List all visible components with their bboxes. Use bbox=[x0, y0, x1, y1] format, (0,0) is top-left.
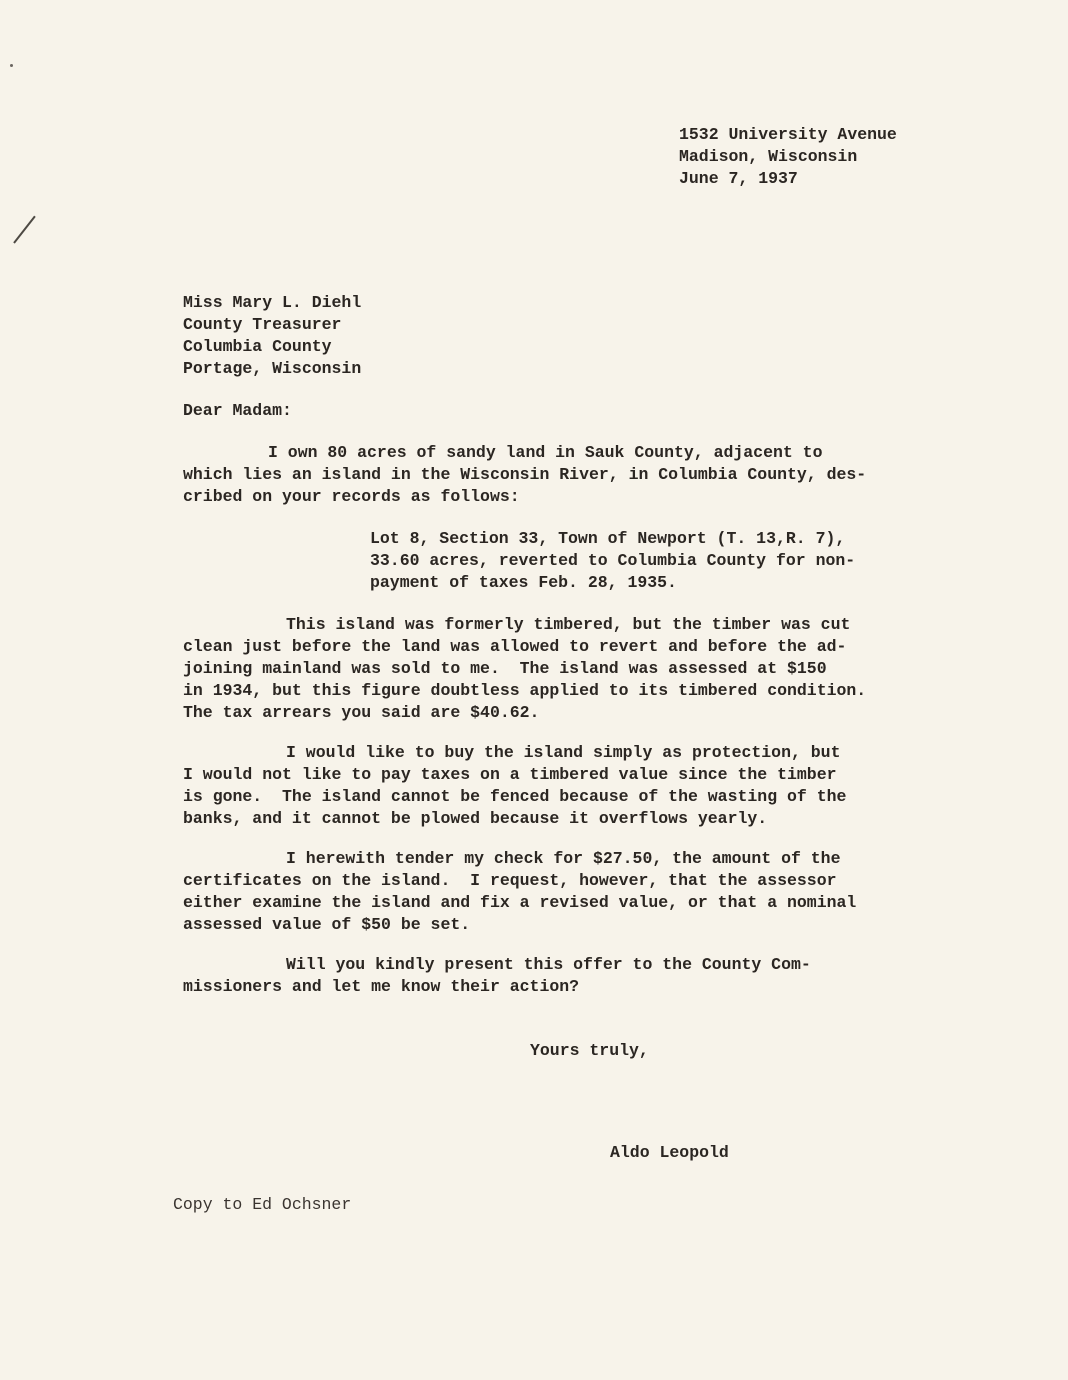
recipient-name: Miss Mary L. Diehl bbox=[183, 293, 362, 312]
body-line: banks, and it cannot be plowed because it overflows yearly. bbox=[183, 809, 768, 828]
body-line: I would not like to pay taxes on a timbered value since the timber bbox=[183, 765, 837, 784]
margin-dot-mark bbox=[10, 64, 13, 67]
body-line: cribed on your records as follows: bbox=[183, 487, 520, 506]
closing: Yours truly, bbox=[530, 1041, 649, 1060]
carbon-copy-note: Copy to Ed Ochsner bbox=[173, 1195, 352, 1214]
return-street: 1532 University Avenue bbox=[679, 125, 897, 144]
recipient-title: County Treasurer bbox=[183, 315, 342, 334]
body-line: I would like to buy the island simply as protection, but bbox=[286, 743, 841, 762]
body-line: either examine the island and fix a revised value, or that a nominal bbox=[183, 893, 857, 912]
legal-line: Lot 8, Section 33, Town of Newport (T. 13,R. 7), bbox=[370, 529, 846, 548]
signature-name: Aldo Leopold bbox=[610, 1143, 729, 1162]
recipient-city: Portage, Wisconsin bbox=[183, 359, 362, 378]
salutation: Dear Madam: bbox=[183, 401, 292, 420]
legal-line: 33.60 acres, reverted to Columbia County for non- bbox=[370, 551, 856, 570]
legal-line: payment of taxes Feb. 28, 1935. bbox=[370, 573, 677, 592]
body-line: I own 80 acres of sandy land in Sauk County, adjacent to bbox=[268, 443, 823, 462]
body-line: I herewith tender my check for $27.50, the amount of the bbox=[286, 849, 841, 868]
body-line: assessed value of $50 be set. bbox=[183, 915, 471, 934]
body-line: is gone. The island cannot be fenced because of the wasting of the bbox=[183, 787, 847, 806]
body-line: The tax arrears you said are $40.62. bbox=[183, 703, 540, 722]
return-city: Madison, Wisconsin bbox=[679, 147, 858, 166]
body-line: Will you kindly present this offer to the County Com- bbox=[286, 955, 811, 974]
body-line: missioners and let me know their action? bbox=[183, 977, 580, 996]
body-line: clean just before the land was allowed to revert and before the ad- bbox=[183, 637, 847, 656]
body-line: in 1934, but this figure doubtless applied to its timbered condition. bbox=[183, 681, 867, 700]
margin-slash-mark bbox=[13, 216, 36, 244]
body-line: joining mainland was sold to me. The island was assessed at $150 bbox=[183, 659, 827, 678]
body-line: This island was formerly timbered, but the timber was cut bbox=[286, 615, 851, 634]
recipient-county: Columbia County bbox=[183, 337, 332, 356]
body-line: which lies an island in the Wisconsin River, in Columbia County, des- bbox=[183, 465, 867, 484]
letter-date: June 7, 1937 bbox=[679, 169, 798, 188]
body-line: certificates on the island. I request, however, that the assessor bbox=[183, 871, 837, 890]
